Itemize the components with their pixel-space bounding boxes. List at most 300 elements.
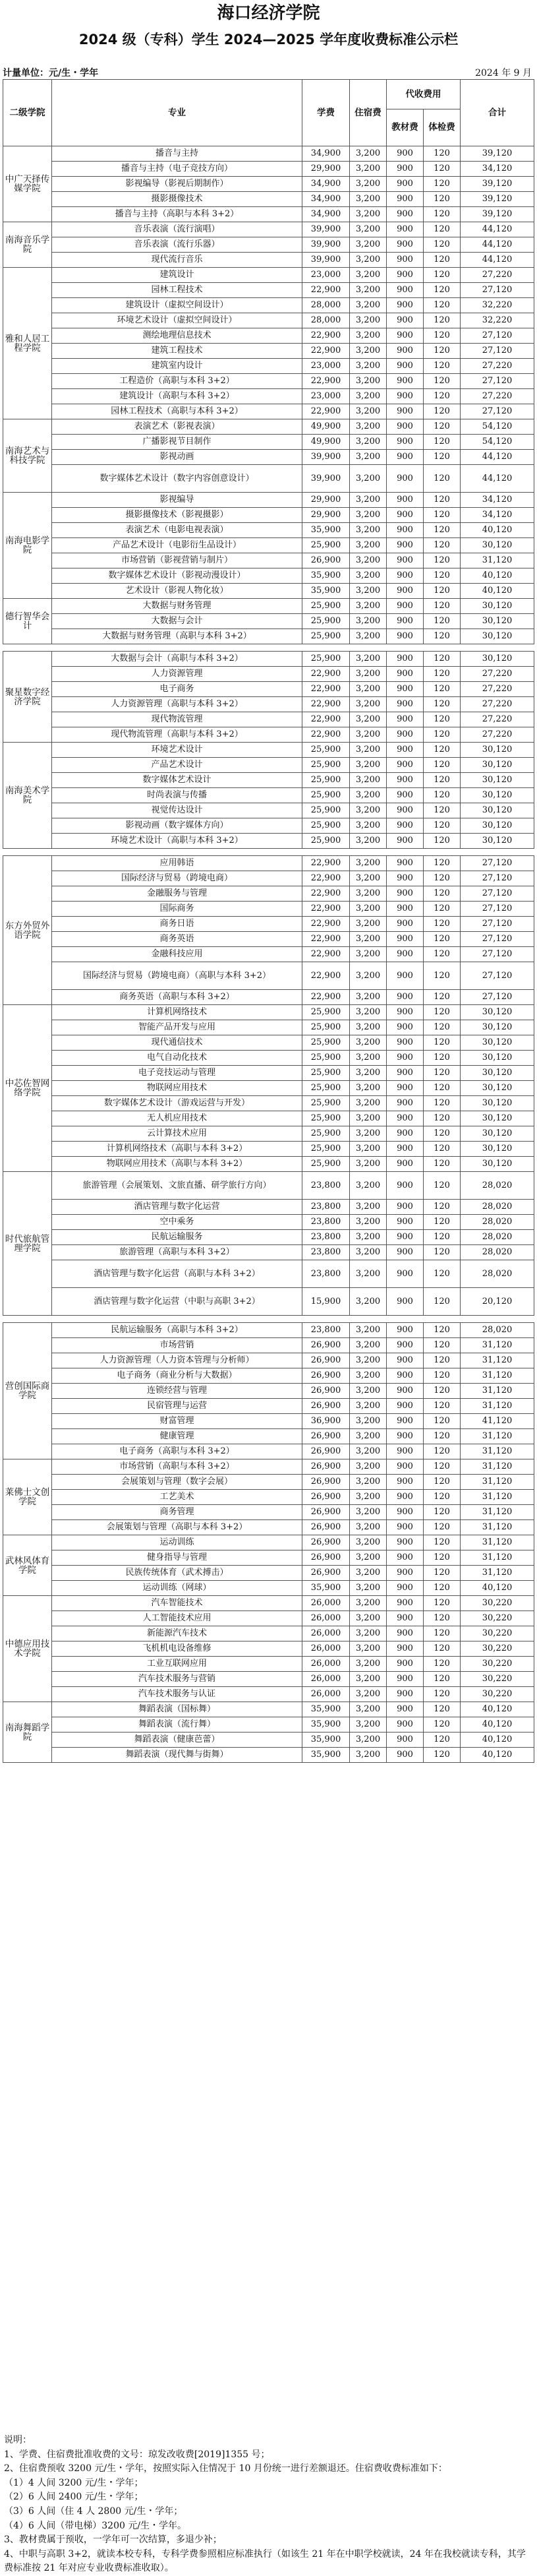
table-row (3, 1550, 534, 1566)
table-row (3, 614, 534, 629)
total-cell: 27,120 (461, 344, 534, 359)
physical-cell: 120 (424, 389, 461, 404)
textbook-cell: 900 (387, 788, 424, 803)
physical-cell: 120 (424, 886, 461, 902)
tuition-cell: 39,900 (302, 253, 350, 268)
note-line: 4、中职与高职 3+2，就读本校专科，专科学费参照相应标准执行（如该生 21 年在中职学校就读，24 年在我校就读专科，其学费标准按 21 年对应专业收费标准收取）。 (4, 2548, 526, 2574)
tuition-cell: 28,000 (302, 298, 350, 313)
housing-cell: 3,200 (350, 344, 387, 359)
textbook-cell: 900 (387, 1581, 424, 1596)
housing-cell: 3,200 (350, 268, 387, 283)
textbook-cell: 900 (387, 568, 424, 584)
table-row (3, 1081, 534, 1096)
table-row (3, 1641, 534, 1657)
major-cell: 工业互联网应用 (52, 1657, 302, 1672)
tuition-cell: 26,000 (302, 1611, 350, 1626)
tuition-cell: 35,900 (302, 523, 350, 538)
physical-cell: 120 (424, 1260, 461, 1288)
physical-cell: 120 (424, 1384, 461, 1399)
total-cell: 27,120 (461, 328, 534, 344)
fee-table-body (3, 146, 534, 1763)
table-row (3, 1475, 534, 1490)
textbook-cell: 900 (387, 1066, 424, 1081)
table-row (3, 1657, 534, 1672)
table-row (3, 389, 534, 404)
total-cell: 40,120 (461, 584, 534, 599)
housing-cell: 3,200 (350, 1566, 387, 1581)
college-cell: 南海舞蹈学院 (3, 1702, 52, 1763)
total-cell: 27,220 (461, 727, 534, 743)
physical-cell: 120 (424, 465, 461, 493)
housing-cell: 3,200 (350, 1717, 387, 1733)
physical-cell: 120 (424, 1717, 461, 1733)
table-row (3, 344, 534, 359)
housing-cell: 3,200 (350, 1157, 387, 1172)
total-cell: 30,120 (461, 629, 534, 644)
major-cell: 大数据与会计 (52, 614, 302, 629)
tuition-cell: 26,000 (302, 1687, 350, 1702)
table-row (3, 493, 534, 508)
table-row (3, 834, 534, 849)
major-cell: 影视编导 (52, 493, 302, 508)
physical-cell: 120 (424, 328, 461, 344)
tuition-cell: 23,000 (302, 268, 350, 283)
major-cell: 园林工程技术（高职与本科 3+2） (52, 404, 302, 419)
table-row (3, 146, 534, 162)
major-cell: 大数据与财务管理（高职与本科 3+2） (52, 629, 302, 644)
table-row (3, 1215, 534, 1230)
section-gap (3, 644, 534, 652)
major-cell: 会展策划与管理（数字会展） (52, 1475, 302, 1490)
textbook-cell: 900 (387, 253, 424, 268)
tuition-cell: 22,900 (302, 871, 350, 886)
housing-cell: 3,200 (350, 538, 387, 553)
table-row (3, 1733, 534, 1748)
textbook-cell: 900 (387, 758, 424, 773)
major-cell: 商务管理 (52, 1505, 302, 1520)
major-cell: 时尚表演与传播 (52, 788, 302, 803)
physical-cell: 120 (424, 268, 461, 283)
table-row (3, 404, 534, 419)
physical-cell: 120 (424, 207, 461, 222)
total-cell: 30,120 (461, 803, 534, 818)
major-cell: 电子商务 (52, 682, 302, 697)
table-row (3, 1429, 534, 1444)
major-cell: 物联网应用技术（高职与本科 3+2） (52, 1157, 302, 1172)
housing-cell: 3,200 (350, 584, 387, 599)
tuition-cell: 35,900 (302, 1702, 350, 1717)
total-cell: 30,120 (461, 614, 534, 629)
physical-cell: 120 (424, 599, 461, 614)
tuition-cell: 26,000 (302, 1596, 350, 1611)
major-cell: 运动训练（网球） (52, 1581, 302, 1596)
table-row (3, 313, 534, 328)
total-cell: 30,120 (461, 1157, 534, 1172)
housing-cell: 3,200 (350, 803, 387, 818)
major-cell: 民族传统体育（武术搏击） (52, 1566, 302, 1581)
tuition-cell: 23,800 (302, 1215, 350, 1230)
tuition-cell: 26,900 (302, 1535, 350, 1550)
total-cell: 40,120 (461, 1733, 534, 1748)
table-row (3, 253, 534, 268)
table-row (3, 1172, 534, 1200)
major-cell: 商务日语 (52, 917, 302, 932)
housing-cell: 3,200 (350, 1384, 387, 1399)
tuition-cell: 22,900 (302, 374, 350, 389)
physical-cell: 120 (424, 404, 461, 419)
total-cell: 28,020 (461, 1172, 534, 1200)
tuition-cell: 35,900 (302, 1717, 350, 1733)
textbook-cell: 900 (387, 1459, 424, 1475)
tuition-cell: 25,900 (302, 1020, 350, 1035)
physical-cell: 120 (424, 1505, 461, 1520)
physical-cell: 120 (424, 758, 461, 773)
housing-cell: 3,200 (350, 465, 387, 493)
table-row (3, 1051, 534, 1066)
note-line: 说明： (4, 2435, 32, 2445)
table-row (3, 652, 534, 667)
table-row (3, 222, 534, 237)
total-cell: 39,120 (461, 192, 534, 207)
total-cell: 27,220 (461, 667, 534, 682)
table-row (3, 328, 534, 344)
table-row (3, 871, 534, 886)
major-cell: 工艺美术 (52, 1490, 302, 1505)
textbook-cell: 900 (387, 450, 424, 465)
total-cell: 27,120 (461, 886, 534, 902)
total-cell: 40,120 (461, 1717, 534, 1733)
total-cell: 39,120 (461, 207, 534, 222)
section-gap-cell (3, 849, 534, 856)
total-cell: 28,020 (461, 1323, 534, 1338)
total-cell: 54,120 (461, 435, 534, 450)
physical-cell: 120 (424, 538, 461, 553)
total-cell: 40,120 (461, 523, 534, 538)
total-cell: 27,120 (461, 962, 534, 990)
major-cell: 会展策划与管理（高职与本科 3+2） (52, 1520, 302, 1535)
major-cell: 市场营销（高职与本科 3+2） (52, 1459, 302, 1475)
table-row (3, 990, 534, 1005)
table-row (3, 1459, 534, 1475)
major-cell: 测绘地理信息技术 (52, 328, 302, 344)
textbook-cell: 900 (387, 1672, 424, 1687)
major-cell: 影视动画 (52, 450, 302, 465)
tuition-cell: 22,900 (302, 697, 350, 712)
major-cell: 大数据与财务管理 (52, 599, 302, 614)
table-row (3, 788, 534, 803)
total-cell: 27,220 (461, 697, 534, 712)
tuition-cell: 36,900 (302, 1414, 350, 1429)
physical-cell: 120 (424, 298, 461, 313)
total-cell: 44,120 (461, 465, 534, 493)
total-cell: 44,120 (461, 237, 534, 253)
textbook-cell: 900 (387, 1126, 424, 1142)
textbook-cell: 900 (387, 1520, 424, 1535)
housing-cell: 3,200 (350, 834, 387, 849)
tuition-cell: 22,900 (302, 682, 350, 697)
total-cell: 27,120 (461, 404, 534, 419)
tuition-cell: 26,900 (302, 1490, 350, 1505)
table-row (3, 712, 534, 727)
col-housing: 住宿费 (350, 80, 387, 146)
housing-cell: 3,200 (350, 1066, 387, 1081)
major-cell: 商务英语（高职与本科 3+2） (52, 990, 302, 1005)
physical-cell: 120 (424, 1687, 461, 1702)
total-cell: 40,120 (461, 1748, 534, 1763)
textbook-cell: 900 (387, 1323, 424, 1338)
table-row (3, 1505, 534, 1520)
textbook-cell: 900 (387, 1475, 424, 1490)
tuition-cell: 25,900 (302, 1142, 350, 1157)
tuition-cell: 34,900 (302, 146, 350, 162)
housing-cell: 3,200 (350, 1414, 387, 1429)
total-cell: 30,220 (461, 1641, 534, 1657)
major-cell: 产品艺术设计（电影衍生品设计） (52, 538, 302, 553)
housing-cell: 3,200 (350, 1323, 387, 1338)
document-title: 2024 级（专科）学生 2024—2025 学年度收费标准公示栏 (78, 32, 459, 47)
housing-cell: 3,200 (350, 237, 387, 253)
total-cell: 30,220 (461, 1626, 534, 1641)
table-row (3, 1338, 534, 1353)
college-cell: 中德应用技术学院 (3, 1596, 52, 1702)
total-cell: 30,220 (461, 1596, 534, 1611)
total-cell: 44,120 (461, 222, 534, 237)
textbook-cell: 900 (387, 652, 424, 667)
housing-cell: 3,200 (350, 1687, 387, 1702)
tuition-cell: 25,900 (302, 1005, 350, 1020)
housing-cell: 3,200 (350, 743, 387, 758)
tuition-cell: 25,900 (302, 743, 350, 758)
physical-cell: 120 (424, 1596, 461, 1611)
tuition-cell: 22,900 (302, 344, 350, 359)
major-cell: 金融服务与管理 (52, 886, 302, 902)
tuition-cell: 25,900 (302, 788, 350, 803)
table-row (3, 177, 534, 192)
date-label: 2024 年 9 月 (475, 68, 532, 78)
tuition-cell: 28,000 (302, 313, 350, 328)
physical-cell: 120 (424, 932, 461, 947)
textbook-cell: 900 (387, 1429, 424, 1444)
housing-cell: 3,200 (350, 1005, 387, 1020)
housing-cell: 3,200 (350, 1338, 387, 1353)
major-cell: 舞蹈表演（国标舞） (52, 1702, 302, 1717)
table-row (3, 947, 534, 962)
table-row (3, 727, 534, 743)
tuition-cell: 26,000 (302, 1657, 350, 1672)
major-cell: 无人机应用技术 (52, 1111, 302, 1126)
note-line: （1）4 人间 3200 元/生・学年； (4, 2477, 144, 2488)
table-row (3, 599, 534, 614)
housing-cell: 3,200 (350, 419, 387, 435)
housing-cell: 3,200 (350, 435, 387, 450)
total-cell: 30,120 (461, 1005, 534, 1020)
housing-cell: 3,200 (350, 652, 387, 667)
housing-cell: 3,200 (350, 359, 387, 374)
major-cell: 酒店管理与数字化运营 (52, 1200, 302, 1215)
total-cell: 30,220 (461, 1611, 534, 1626)
housing-cell: 3,200 (350, 298, 387, 313)
total-cell: 31,120 (461, 1535, 534, 1550)
housing-cell: 3,200 (350, 207, 387, 222)
total-cell: 40,120 (461, 568, 534, 584)
table-row (3, 803, 534, 818)
textbook-cell: 900 (387, 1444, 424, 1459)
section-gap-cell (3, 644, 534, 652)
total-cell: 40,120 (461, 1702, 534, 1717)
total-cell: 30,120 (461, 773, 534, 788)
table-row (3, 962, 534, 990)
housing-cell: 3,200 (350, 1520, 387, 1535)
major-cell: 国际商务 (52, 902, 302, 917)
tuition-cell: 23,800 (302, 1260, 350, 1288)
total-cell: 30,120 (461, 1020, 534, 1035)
tuition-cell: 26,000 (302, 1641, 350, 1657)
physical-cell: 120 (424, 990, 461, 1005)
table-row (3, 1005, 534, 1020)
table-row (3, 1020, 534, 1035)
physical-cell: 120 (424, 344, 461, 359)
total-cell: 34,120 (461, 508, 534, 523)
note-line: 2、住宿费预收 3200 元/生・学年，按照实际入住情况于 10 月份统一进行差额退还。住宿费收费标准如下： (4, 2463, 447, 2474)
table-row (3, 1535, 534, 1550)
housing-cell: 3,200 (350, 1230, 387, 1245)
housing-cell: 3,200 (350, 727, 387, 743)
table-row (3, 374, 534, 389)
textbook-cell: 900 (387, 712, 424, 727)
tuition-cell: 26,900 (302, 1384, 350, 1399)
tuition-cell: 26,900 (302, 1520, 350, 1535)
table-row (3, 773, 534, 788)
tuition-cell: 26,900 (302, 1550, 350, 1566)
physical-cell: 120 (424, 237, 461, 253)
textbook-cell: 900 (387, 192, 424, 207)
major-cell: 表演艺术（电影电视表演） (52, 523, 302, 538)
note-line: 1、学费、住宿费批准收费的文号：琼发改收费[2019]1355 号； (4, 2449, 270, 2460)
textbook-cell: 900 (387, 344, 424, 359)
table-row (3, 682, 534, 697)
textbook-cell: 900 (387, 743, 424, 758)
textbook-cell: 900 (387, 1399, 424, 1414)
physical-cell: 120 (424, 1641, 461, 1657)
total-cell: 54,120 (461, 419, 534, 435)
housing-cell: 3,200 (350, 962, 387, 990)
tuition-cell: 39,900 (302, 222, 350, 237)
physical-cell: 120 (424, 359, 461, 374)
tuition-cell: 26,900 (302, 1353, 350, 1368)
physical-cell: 120 (424, 682, 461, 697)
table-row (3, 450, 534, 465)
total-cell: 28,020 (461, 1230, 534, 1245)
housing-cell: 3,200 (350, 1051, 387, 1066)
housing-cell: 3,200 (350, 1748, 387, 1763)
physical-cell: 120 (424, 818, 461, 834)
housing-cell: 3,200 (350, 1260, 387, 1288)
total-cell: 31,120 (461, 1459, 534, 1475)
total-cell: 27,120 (461, 947, 534, 962)
textbook-cell: 900 (387, 328, 424, 344)
housing-cell: 3,200 (350, 856, 387, 871)
housing-cell: 3,200 (350, 712, 387, 727)
textbook-cell: 900 (387, 404, 424, 419)
physical-cell: 120 (424, 435, 461, 450)
section-gap (3, 849, 534, 856)
textbook-cell: 900 (387, 1748, 424, 1763)
total-cell: 30,120 (461, 1051, 534, 1066)
major-cell: 人力资源管理（人力资本管理与分析师） (52, 1353, 302, 1368)
textbook-cell: 900 (387, 917, 424, 932)
college-cell: 南海音乐学院 (3, 222, 52, 268)
table-row (3, 1596, 534, 1611)
table-row (3, 1200, 534, 1215)
physical-cell: 120 (424, 1288, 461, 1316)
housing-cell: 3,200 (350, 629, 387, 644)
major-cell: 健身指导与管理 (52, 1550, 302, 1566)
tuition-cell: 25,900 (302, 773, 350, 788)
table-row (3, 207, 534, 222)
physical-cell: 120 (424, 629, 461, 644)
textbook-cell: 900 (387, 962, 424, 990)
tuition-cell: 26,900 (302, 1444, 350, 1459)
textbook-cell: 900 (387, 1260, 424, 1288)
table-row (3, 1611, 534, 1626)
major-cell: 表演艺术（影视表演） (52, 419, 302, 435)
tuition-cell: 26,900 (302, 1459, 350, 1475)
physical-cell: 120 (424, 1142, 461, 1157)
textbook-cell: 900 (387, 1338, 424, 1353)
tuition-cell: 22,900 (302, 856, 350, 871)
physical-cell: 120 (424, 523, 461, 538)
physical-cell: 120 (424, 743, 461, 758)
physical-cell: 120 (424, 667, 461, 682)
fee-table (3, 79, 534, 1763)
textbook-cell: 900 (387, 932, 424, 947)
housing-cell: 3,200 (350, 947, 387, 962)
note-line: 3、教材费属于预收，一学年可一次结算，多退少补； (4, 2534, 222, 2546)
table-row (3, 1066, 534, 1081)
total-cell: 31,120 (461, 1490, 534, 1505)
major-cell: 音乐表演（流行乐器） (52, 237, 302, 253)
tuition-cell: 35,900 (302, 1581, 350, 1596)
major-cell: 国际经济与贸易（跨境电商）（高职与本科 3+2） (52, 962, 302, 990)
major-cell: 物联网应用技术 (52, 1081, 302, 1096)
textbook-cell: 900 (387, 1020, 424, 1035)
major-cell: 运动训练 (52, 1535, 302, 1550)
col-total: 合计 (461, 80, 534, 146)
textbook-cell: 900 (387, 1245, 424, 1260)
tuition-cell: 25,900 (302, 818, 350, 834)
tuition-cell: 34,900 (302, 177, 350, 192)
housing-cell: 3,200 (350, 192, 387, 207)
major-cell: 酒店管理与数字化运营（高职与本科 3+2） (52, 1260, 302, 1288)
physical-cell: 120 (424, 553, 461, 568)
physical-cell: 120 (424, 834, 461, 849)
housing-cell: 3,200 (350, 871, 387, 886)
physical-cell: 120 (424, 568, 461, 584)
total-cell: 31,120 (461, 1384, 534, 1399)
table-row (3, 508, 534, 523)
tuition-cell: 25,900 (302, 614, 350, 629)
table-row (3, 1245, 534, 1260)
textbook-cell: 900 (387, 1051, 424, 1066)
textbook-cell: 900 (387, 523, 424, 538)
tuition-cell: 22,900 (302, 727, 350, 743)
tuition-cell: 22,900 (302, 712, 350, 727)
housing-cell: 3,200 (350, 1733, 387, 1748)
housing-cell: 3,200 (350, 886, 387, 902)
tuition-cell: 26,000 (302, 1672, 350, 1687)
tuition-cell: 25,900 (302, 538, 350, 553)
tuition-cell: 29,900 (302, 508, 350, 523)
